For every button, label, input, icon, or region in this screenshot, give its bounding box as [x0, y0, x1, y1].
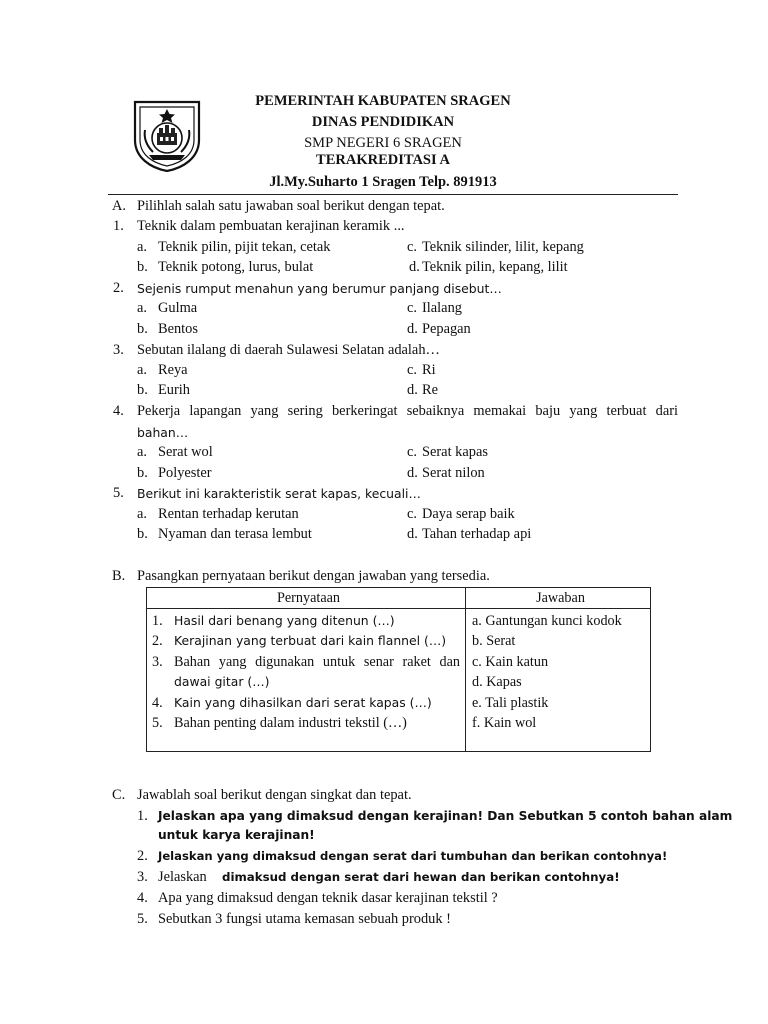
option-label: c.	[407, 300, 417, 316]
column-header-answer: Jawaban	[466, 588, 651, 609]
option-text: Teknik pilin, pijit tekan, cetak	[158, 239, 331, 255]
option-label: d.	[407, 382, 418, 398]
question-number: 3.	[137, 869, 148, 885]
question-text: Apa yang dimaksud dengan teknik dasar kerajinan tekstil ?	[158, 890, 498, 906]
statement-item	[151, 693, 465, 713]
matching-table	[146, 587, 651, 752]
header-line-1: PEMERINTAH KABUPATEN SRAGEN	[255, 93, 511, 109]
option-text: Teknik silinder, lilit, kepang	[422, 239, 584, 255]
question-text-end: dimaksud dengan serat dari hewan dan berikan contohnya!	[222, 870, 620, 884]
statements-cell	[147, 609, 466, 752]
answers-cell	[466, 609, 651, 752]
statement-number: 4.	[152, 694, 163, 711]
option-label: d.	[409, 259, 420, 275]
option-text: Bentos	[158, 321, 198, 337]
question-number: 1.	[113, 218, 124, 234]
statement-text: Kerajinan yang terbuat dari kain flannel (…)	[174, 633, 447, 649]
option-label: a.	[137, 239, 147, 255]
option-text: Nyaman dan terasa lembut	[158, 526, 312, 542]
statement-item	[151, 652, 465, 672]
emblem-icon	[131, 100, 203, 172]
option-text: Pepagan	[422, 321, 471, 337]
question-number: 1.	[137, 808, 148, 824]
section-b-label: B.	[112, 568, 126, 584]
answer-item: c. Kain katun	[472, 653, 549, 670]
statement-item	[151, 611, 465, 631]
option-label: b.	[137, 382, 148, 398]
option-label: c.	[407, 362, 417, 378]
question-number: 3.	[113, 342, 124, 358]
answer-item: a. Gantungan kunci kodok	[472, 613, 622, 629]
section-a-instruction: Pilihlah salah satu jawaban soal berikut dengan tepat.	[137, 198, 445, 214]
question-text-continued: bahan…	[137, 425, 189, 440]
question-text-continued: untuk karya kerajinan!	[158, 828, 315, 842]
question-number: 4.	[113, 403, 124, 419]
section-c-label: C.	[112, 787, 126, 803]
option-text: Rentan terhadap kerutan	[158, 506, 299, 522]
option-label: b.	[137, 321, 148, 337]
option-label: c.	[407, 506, 417, 522]
question-text: Teknik dalam pembuatan kerajinan keramik ...	[137, 218, 405, 234]
header-line-2: DINAS PENDIDIKAN	[311, 114, 455, 130]
column-header-statement: Pernyataan	[147, 588, 466, 609]
question-text: Jelaskan yang dimaksud dengan serat dari tumbuhan dan berikan contohnya!	[158, 849, 668, 863]
option-label: d.	[407, 321, 418, 337]
question-text-start: Jelaskan	[158, 869, 207, 885]
option-label: a.	[137, 300, 147, 316]
statement-number: 3.	[152, 653, 163, 670]
statement-text: Bahan penting dalam industri tekstil (…)	[174, 714, 407, 731]
question-text: Berikut ini karakteristik serat kapas, kecuali…	[137, 486, 421, 501]
option-text: Teknik potong, lurus, bulat	[158, 259, 314, 275]
option-text: Daya serap baik	[422, 506, 515, 522]
section-c-instruction: Jawablah soal berikut dengan singkat dan tepat.	[137, 787, 412, 803]
question-text: Sebutan ilalang di daerah Sulawesi Selatan adalah…	[137, 342, 440, 358]
question-number: 2.	[137, 848, 148, 864]
statement-item-continued	[151, 672, 465, 692]
header-line-3: SMP NEGERI 6 SRAGEN	[304, 135, 462, 151]
option-label: b.	[137, 526, 148, 542]
option-text: Gulma	[158, 300, 198, 316]
option-label: a.	[137, 506, 147, 522]
option-text: Serat wol	[158, 444, 213, 460]
option-text: Eurih	[158, 382, 190, 398]
option-text: Serat nilon	[422, 465, 485, 481]
answer-item: e. Tali plastik	[472, 694, 549, 711]
statement-number: 5.	[152, 714, 163, 731]
header-divider	[108, 194, 678, 195]
answer-item: d. Kapas	[472, 674, 522, 691]
statement-number: 2.	[152, 633, 163, 650]
option-label: d.	[407, 465, 418, 481]
statement-text-continued: dawai gitar (…)	[174, 674, 270, 690]
option-text: Ilalang	[422, 300, 462, 316]
option-text: Teknik pilin, kepang, lilit	[422, 259, 568, 275]
option-label: a.	[137, 362, 147, 378]
answer-item: f. Kain wol	[472, 714, 537, 731]
statement-text: Bahan yang digunakan untuk senar raket dan	[174, 653, 460, 670]
option-text: Tahan terhadap api	[422, 526, 532, 542]
statement-item	[151, 713, 465, 733]
answer-item: b. Serat	[472, 633, 516, 650]
question-text: Sejenis rumput menahun yang berumur panjang disebut…	[137, 281, 502, 296]
question-number: 2.	[113, 280, 124, 296]
question-text: Sebutkan 3 fungsi utama kemasan sebuah produk !	[158, 911, 451, 927]
option-text: Reya	[158, 362, 188, 378]
option-text: Re	[422, 382, 438, 398]
option-label: b.	[137, 465, 148, 481]
header-line-4: TERAKREDITASI A	[316, 152, 450, 168]
statement-number: 1.	[152, 613, 163, 629]
question-number: 4.	[137, 890, 148, 906]
header-line-5: Jl.My.Suharto 1 Sragen Telp. 891913	[269, 174, 497, 190]
section-a-label: A.	[112, 198, 126, 214]
option-text: Ri	[422, 362, 436, 378]
question-text: Pekerja lapangan yang sering berkeringat sebaiknya memakai baju yang terbuat dari	[137, 403, 678, 419]
option-text: Serat kapas	[422, 444, 488, 460]
statement-text: Hasil dari benang yang ditenun (…)	[174, 613, 395, 628]
option-label: b.	[137, 259, 148, 275]
option-text: Polyester	[158, 465, 212, 481]
option-label: c.	[407, 239, 417, 255]
question-number: 5.	[137, 911, 148, 927]
section-b-instruction: Pasangkan pernyataan berikut dengan jawaban yang tersedia.	[137, 568, 490, 584]
option-label: c.	[407, 444, 417, 460]
option-label: d.	[407, 526, 418, 542]
statement-text: Kain yang dihasilkan dari serat kapas (…)	[174, 694, 432, 710]
school-logo	[131, 100, 203, 172]
option-label: a.	[137, 444, 147, 460]
question-text: Jelaskan apa yang dimaksud dengan kerajinan! Dan Sebutkan 5 contoh bahan alam	[158, 809, 733, 823]
statement-item	[151, 631, 465, 651]
question-number: 5.	[113, 485, 124, 501]
